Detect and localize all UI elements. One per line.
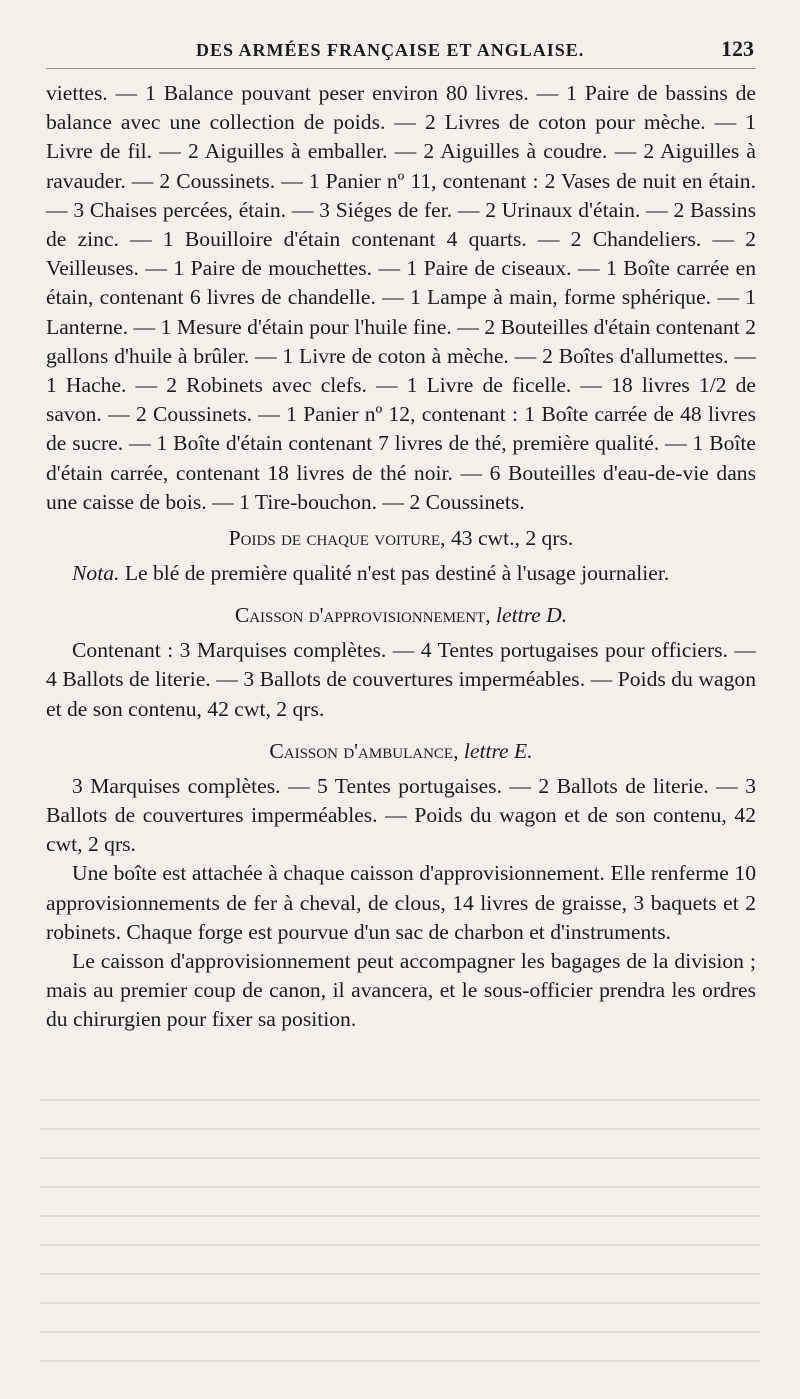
section-heading-caisson-e bbox=[46, 736, 756, 766]
heading-caisson-d-letter: lettre D. bbox=[496, 603, 568, 628]
heading-caisson-e-label: Caisson d'ambulance, bbox=[269, 738, 459, 763]
heading-caisson-d-label: Caisson d'approvisionnement, bbox=[234, 603, 491, 628]
paragraph-caisson-d: Contenant : 3 Marquises complètes. — 4 Tentes portugaises pour officiers. — 4 Ballots de literie. — 3 Ballots de couvertures imperméables. — Poids du wagon et de son contenu, 42 cwt, 2 qrs. bbox=[46, 638, 756, 721]
heading-caisson-e-letter: lettre E. bbox=[463, 738, 533, 763]
weight-line bbox=[46, 523, 756, 553]
nota-paragraph bbox=[46, 559, 756, 588]
paragraph-caisson-e: 3 Marquises complètes. — 5 Tentes portugaises. — 2 Ballots de literie. — 3 Ballots de couvertures imperméables. — Poids du wagon et de son contenu, 42 cwt, 2 qrs. bbox=[46, 773, 756, 857]
paragraph-position: Le caisson d'approvisionnement peut accompagner les bagages de la division ; mais au premier coup de canon, il avancera, et le sous-officier prendra les ordres du chirurgien pour fixer sa position. bbox=[46, 949, 756, 1032]
nota-text: Le blé de première qualité n'est pas destiné à l'usage journalier. bbox=[124, 561, 670, 586]
weight-value: 43 cwt., 2 qrs. bbox=[450, 526, 574, 551]
weight-label: Poids de chaque voiture, bbox=[228, 526, 446, 551]
page-number: 123 bbox=[721, 36, 754, 61]
running-header bbox=[46, 36, 756, 69]
paragraph-inventory: viettes. — 1 Balance pouvant peser environ 80 livres. — 1 Paire de bassins de balance avec une collection de poids. — 2 Livres de coton pour mèche. — 1 Livre de fil. — 2 Aiguilles à emballer. — 2 Aiguilles à coudre. — 2 Aiguilles à ravauder. — 2 Coussinets. — 1 Panier nº 11, contenant : 2 Vases de nuit en étain. — 3 Chaises percées, étain. — 3 Siéges de fer. — 2 Urinaux d'étain. — 2 Bassins de zinc. — 1 Bouilloire d'étain contenant 4 quarts. — 2 Chandeliers. — 2 Veilleuses. — 1 Paire de mouchettes. — 1 Paire de ciseaux. — 1 Boîte carrée en étain, contenant 6 livres de chandelle. — 1 Lampe à main, forme sphérique. — 1 Lanterne. — 1 Mesure d'étain pour l'huile fine. — 2 Bouteilles d'étain contenant 2 gallons d'huile à brûler. — 1 Livre de coton à mèche. — 2 Boîtes d'allumettes. — 1 Hache. — 2 Robinets avec clefs. — 1 Livre de ficelle. — 18 livres 1/2 de savon. — 2 Coussinets. — 1 Panier nº 12, contenant : 1 Boîte carrée de 48 livres de sucre. — 1 Boîte d'étain contenant 7 livres de thé, première qualité. — 1 Boîte d'étain carrée, contenant 18 livres de thé noir. — 6 Bouteilles d'eau-de-vie dans une caisse de bois. — 1 Tire-bouchon. — 2 Coussinets. bbox=[46, 81, 756, 514]
paragraph-boite: Une boîte est attachée à chaque caisson d'approvisionnement. Elle renferme 10 approvisionnements de fer à cheval, de clous, 14 livres de graisse, 3 baquets et 2 robinets. Chaque forge est pourvue d'un sac de charbon et d'instruments. bbox=[46, 861, 756, 944]
show-through-texture bbox=[40, 1099, 760, 1389]
nota-label: Nota. bbox=[72, 561, 120, 586]
section-heading-caisson-d bbox=[46, 600, 756, 630]
running-title: DES ARMÉES FRANÇAISE ET ANGLAISE. bbox=[196, 40, 585, 60]
